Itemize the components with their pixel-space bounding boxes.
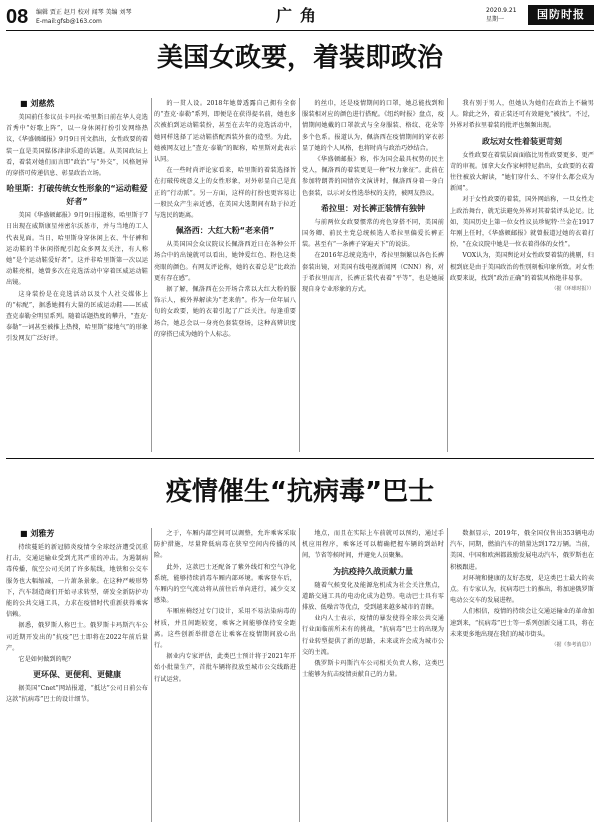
- paragraph: 数据显示，2019年，俄全国仅售出353辆电动汽车，同期，燃油汽车的销量达到172万辆。当前，美国、中国和欧洲都鼓励发展电动汽车，俄罗斯也在积极跟进。: [450, 530, 594, 571]
- paragraph: 在一些时尚评论家看来，哈里斯的着装选择旨在打破传统意义上的女性形象，对外彰显自己是真正的“行动派”。另一方面，这样的打扮也更容易让一般民众产生亲近感，在美国大选期间有助于拉近与选民的距离。: [154, 167, 296, 220]
- column-divider: [151, 528, 152, 822]
- article1-byline: ■ 刘慈然: [20, 99, 55, 108]
- article-separator: [6, 458, 594, 459]
- email-line: E-mail:gfsb@163.com: [36, 18, 102, 25]
- paragraph: 车厢座椅经过专门设计，采用不易沾染病毒的材质，并且间距较宽，乘客之间能够保持安全距离。这些创新举措意在让乘客在疫情期间放心出行。: [154, 608, 296, 650]
- article1-column-4: [450, 98, 594, 452]
- subheading: 政坛对女性着装更苛刻: [482, 136, 562, 146]
- article1-headline: 美国女政要，着装即政治: [156, 43, 443, 73]
- article2-column-4: [450, 528, 594, 822]
- column-divider: [151, 98, 152, 452]
- paragraph: 据了解，佩洛西在公开场合常以大红大粉的服饰示人，被外界解读为“老来俏”。作为一位年届八旬的女政要，她的衣着引起了广泛关注。每逢重要场合，她总会以一身亮色套装登场，这种高辨识度的穿搭已成为她的个人标志。: [154, 286, 296, 338]
- paragraph: 女性政要在着装层面面临比男性政要更多、更严苛的审视。加拿大女作家柯特尼指出，女政要的衣着往往被放大解读，“她们穿什么、不穿什么都会成为新闻”。: [450, 151, 594, 193]
- column-divider: [299, 528, 300, 822]
- paragraph: 从美国国会众议院议长佩洛西近日在各种公开场合中的出镜就可以看出，她钟爱红色、粉色这类亮眼的颜色。有网友评论称，她的衣着总是“比政治更有存在感”。: [154, 241, 296, 282]
- article1-column-3: [302, 98, 444, 452]
- paragraph: 据业内专家评估，此类巴士预计将于2021年开始小批量生产，首批车辆将投放至城市公交线路进行试运营。: [154, 653, 296, 683]
- subheading: 哈里斯：打破传统女性形象的“运动鞋爱好者”: [6, 184, 148, 207]
- column-divider: [447, 98, 448, 452]
- date-value: 2020.9.21: [486, 7, 517, 14]
- header-rule: [6, 30, 594, 31]
- paragraph: VOX认为，美国舆论对女性政要着装的挑剔，归根到底是由于美国政治的性别刻板印象所致。对女性政要来说，找到“政治正确”的着装风格绝非易事。: [450, 252, 594, 282]
- paragraph: 与前两位女政要惯常的亮色穿搭不同，美国前国务卿、前民主党总统候选人希拉里偏爱长裤正装。甚至有“一条裤子穿遍天下”的说法。: [302, 218, 444, 249]
- article1-column-2: [154, 98, 296, 452]
- source-credit: （据《参考消息》）: [551, 642, 594, 649]
- page-number: 08: [6, 6, 29, 28]
- article2-column-2: [154, 528, 296, 822]
- issue-date: [486, 6, 526, 24]
- paragraph: 的一贯人设。2018年她曾透露自己拥有全套的“查克·泰勒”系列，即便是在获得提名前，她也多次被拍到运动鞋装扮，甚至在去年的竞选活动中，她同样选择了运动鞋搭配西装外套的造型。为此，她被网友冠上“查克·泰勒”的昵称，哈里斯对此表示认同。: [154, 100, 296, 164]
- paragraph: 据悉，俄罗斯人称巴士。俄罗斯卡玛斯汽车公司近期开发出的“抗疫”巴士即将在2022年前后量产。: [6, 622, 148, 652]
- article1-column-1: [6, 112, 148, 452]
- paragraph: 对于女性政要的着装，国外网站称，一旦女性走上政治舞台，就无法避免外界对其着装评头论足。比如，美国历史上第一位女性议员珍妮特·兰金在1917年刚上任时，《华盛顿邮报》就曾报道过她的衣着打扮，“在众议院中她是一位衣着得体的女性”。: [450, 196, 594, 249]
- subheading: 更环保、更便利、更健康: [33, 670, 121, 680]
- article2-column-3: [302, 528, 444, 822]
- paragraph: 随着气候变化及能源危机成为社会关注焦点，道路交通工具的电动化成为趋势。电动巴士具有零排放、低噪音等优点，受到越来越多城市的青睐。: [302, 581, 444, 612]
- paragraph: 美国《华盛顿邮报》9月9日报道称，哈里斯于7日出现在威斯康星州密尔沃基市，并与当地的工人代表见面。当日，哈里斯身穿休闲上衣、牛仔裤和运动鞋的半休闲搭配引起众多网友关注，有人称她“是个运动鞋爱好者”。这并非哈里斯第一次以运动鞋亮相，她曾多次在竞选活动中穿着匡威运动鞋出镜。: [6, 212, 148, 287]
- source-credit: （据《环球时报》）: [551, 286, 594, 293]
- paragraph: 俄罗斯卡玛斯汽车公司相关负责人称，这类巴士能够为抗击疫情贡献自己的力量。: [302, 660, 444, 679]
- paragraph: 《华盛顿邮报》称，作为国会最具权势的民主党人，佩洛西的着装更是一种“权力象征”。此前在参加特朗普的国情咨文演讲时，佩洛西身着一身白色套装，以示对女性选举权的支持，被网友热议。: [302, 156, 444, 197]
- editor-line: 编辑 贾正 赵月 校对 闻琴 美编 刘琴: [36, 9, 132, 16]
- subheading: 希拉里：对长裤正装情有独钟: [321, 203, 425, 213]
- column-divider: [299, 98, 300, 452]
- newspaper-logo: 国防时报: [528, 5, 594, 25]
- article2-column-1: [6, 542, 148, 822]
- weekday-value: 星期一: [486, 16, 505, 23]
- paragraph: 我有别于男人，但她认为她们在政治上不输男人。除此之外，着正装还可有效避免“被找”。不过，外界对希拉里着装的批评也频频出现。: [450, 100, 594, 130]
- article2-headline: 疫情催生“抗病毒”巴士: [165, 477, 435, 507]
- paragraph: 它是如何做到的呢？: [18, 656, 75, 664]
- paragraph: 业内人士表示，疫情的暴发使得全球公共交通行业面临前所未有的挑战，“抗病毒”巴士的出现为行业转型提供了新的思路，未来或许会成为城市公交的主流。: [302, 615, 444, 656]
- paragraph: 的丝巾，还是疫情期间的口罩，她总能找到和服装相对应的颜色进行搭配。《纽约时报》盘点，疫情期间她戴的口罩款式与全身服装、格纹、花朵等多个色系。报道认为，佩洛西在疫情期间的穿衣彰显了她的个人风格，也将时尚与政治巧妙结合。: [302, 100, 444, 152]
- subheading: 为抗疫持久战贡献力量: [333, 566, 413, 576]
- paragraph: 地点，而且在实际上车前就可以预约，通过手机应用程序，乘客还可以精确把握车辆的到站时间，节省等候时间，并避免人员聚集。: [302, 530, 444, 560]
- paragraph: 对环境和健康的友好态度，是这类巴士最大的卖点。有专家认为，抗病毒巴士的推出，将加速俄罗斯电动公交车的发展进程。: [450, 574, 594, 605]
- subheading: 佩洛西：大红大粉“老来俏”: [175, 226, 275, 236]
- paragraph: 美国前任参议员卡玛拉·哈里斯日前在华人竞选首秀中“好歌上阵”，以一身休闲打扮引发网络热议，《华盛顿邮报》9月9日刊文指出，女性政要的着装一直是美国媒体津津乐道的话题。从美国政坛上看，着装对她们而言即“政治”与“外交”，风格迥异的穿搭可传递信息、彰显政治立场。: [6, 114, 148, 178]
- column-divider: [447, 528, 448, 822]
- paragraph: 之于，车厢内部空间可以调整，允许乘客采取防护措施，尽量降低病毒在狭窄空间内传播的风险。: [154, 530, 296, 560]
- paragraph: 在2016年总统竞选中，希拉里频繁以各色长裤套装出镜，对美国有线电视新闻网（CNN）称，对于希拉里而言，长裤正装代表着“平等”，也是她展现自身专业形象的方式。: [302, 252, 444, 294]
- paragraph: 人们相信，疫情的持续会让交通运输业的革命加速到来，“抗病毒”巴士等一系列创新交通工具，将在未来更多地出现在我们的城市街头。: [450, 608, 594, 638]
- paragraph: 此外，这款巴士还配备了紫外线灯和空气净化系统，能够持续消毒车厢内部环境。乘客登车后，车厢内的空气流动将从前往后单向进行，减少交叉感染。: [154, 563, 296, 605]
- paragraph: 据美国“Cnet”网站报道，“抵达”公司日前公布这款“抗病毒”巴士的设计细节。: [6, 685, 148, 704]
- paragraph: 持续蔓延的新冠肺炎疫情令全球经济遭受沉重打击，交通运输业受到尤其严重的冲击。为遏制病毒传播，航空公司关闭了许多航线，地铁和公交车服务也大幅缩减，一片萧条景象。在这种严峻形势下，汽车制造商们开始寻求转型，研发全新防护功能的公共交通工具，力求在疫情时代重新获得乘客信赖。: [6, 544, 148, 619]
- paragraph: 这身装扮是在竞选活动以及个人社交媒体上的“标配”，据悉她拥有大量的匡威运动鞋——匡威查克泰勒全明星系列。随着话题热度的攀升，“查克·泰勒”一词甚至被推上热搜，哈里斯“接地气”的形象引发网友广泛好评。: [6, 290, 148, 343]
- article2-byline: ■ 刘雅芳: [20, 529, 55, 538]
- section-title: 广角: [275, 6, 324, 25]
